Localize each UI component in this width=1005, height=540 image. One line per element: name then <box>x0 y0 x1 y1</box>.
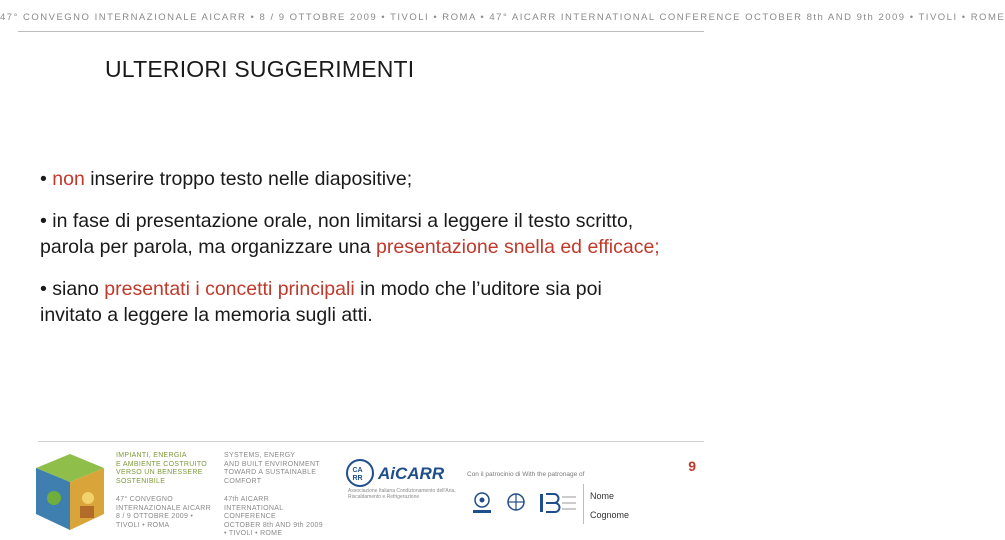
aicarr-logo <box>344 456 454 490</box>
header-divider <box>18 31 704 32</box>
svg-text:AiCARR: AiCARR <box>378 464 445 483</box>
bullet-segment: inserire troppo testo nelle diapositive; <box>84 168 413 190</box>
svg-text:RR: RR <box>352 475 363 482</box>
author-first-name: Nome <box>590 491 615 501</box>
conference-title-italian: IMPIANTI, ENERGIA E AMBIENTE COSTRUITO VERSO UN BENESSERE SOSTENIBILE 47° CONVEGNO INTERNAZIONALE AICARR 8 / 9 OTTOBRE 2009 • TIVOLI • ROMA <box>116 452 211 529</box>
bullet-segment: • in fase di presentazione orale, non limitarsi a leggere il testo scritto, parola per parola, ma organizzare una <box>40 210 634 258</box>
conference-title-english: SYSTEMS, ENERGY AND BUILT ENVIRONMENT TOWARD A SUSTAINABLE COMFORT 47th AICARR INTERNATIONAL CONFERENCE OCTOBER 8th AND 9th 2009 • TIVOLI • ROME <box>224 452 323 537</box>
footer-divider <box>38 441 704 442</box>
bullet-segment: in modo che l’uditore sia poi invitato a leggere la memoria sugli atti. <box>40 278 602 326</box>
bullet-segment: • siano <box>40 278 105 300</box>
page-number: 9 <box>688 458 696 474</box>
bullet-segment: • <box>40 168 53 190</box>
slide-title: ULTERIORI SUGGERIMENTI <box>105 56 415 82</box>
conference-cube-image <box>30 450 110 534</box>
bullet-item <box>40 276 660 328</box>
patronage-label: Con il patrocinio di With the patronage of <box>467 471 585 478</box>
patron-logos <box>470 488 580 520</box>
bullet-item <box>40 166 660 192</box>
bullet-segment-highlight: non <box>52 168 85 190</box>
bullet-segment-highlight: presentazione snella ed efficace; <box>376 236 660 258</box>
bullet-list <box>40 166 660 344</box>
aicarr-caption: Associazione Italiana Condizionamento dell'Aria, Riscaldamento e Refrigerazione <box>348 488 456 500</box>
author-last-name: Cognome <box>590 510 630 520</box>
svg-text:CA: CA <box>352 467 363 474</box>
bullet-segment-highlight: presentati i concetti principali <box>104 278 355 300</box>
bullet-item <box>40 208 660 260</box>
conference-banner: 47° CONVEGNO INTERNAZIONALE AICARR • 8 / 9 OTTOBRE 2009 • TIVOLI • ROMA • 47° AICARR INTERNATIONAL CONFERENCE OCTOBER 8th AND 9th 2009 • TIVOLI • ROME <box>0 12 1005 23</box>
name-divider <box>583 484 584 524</box>
